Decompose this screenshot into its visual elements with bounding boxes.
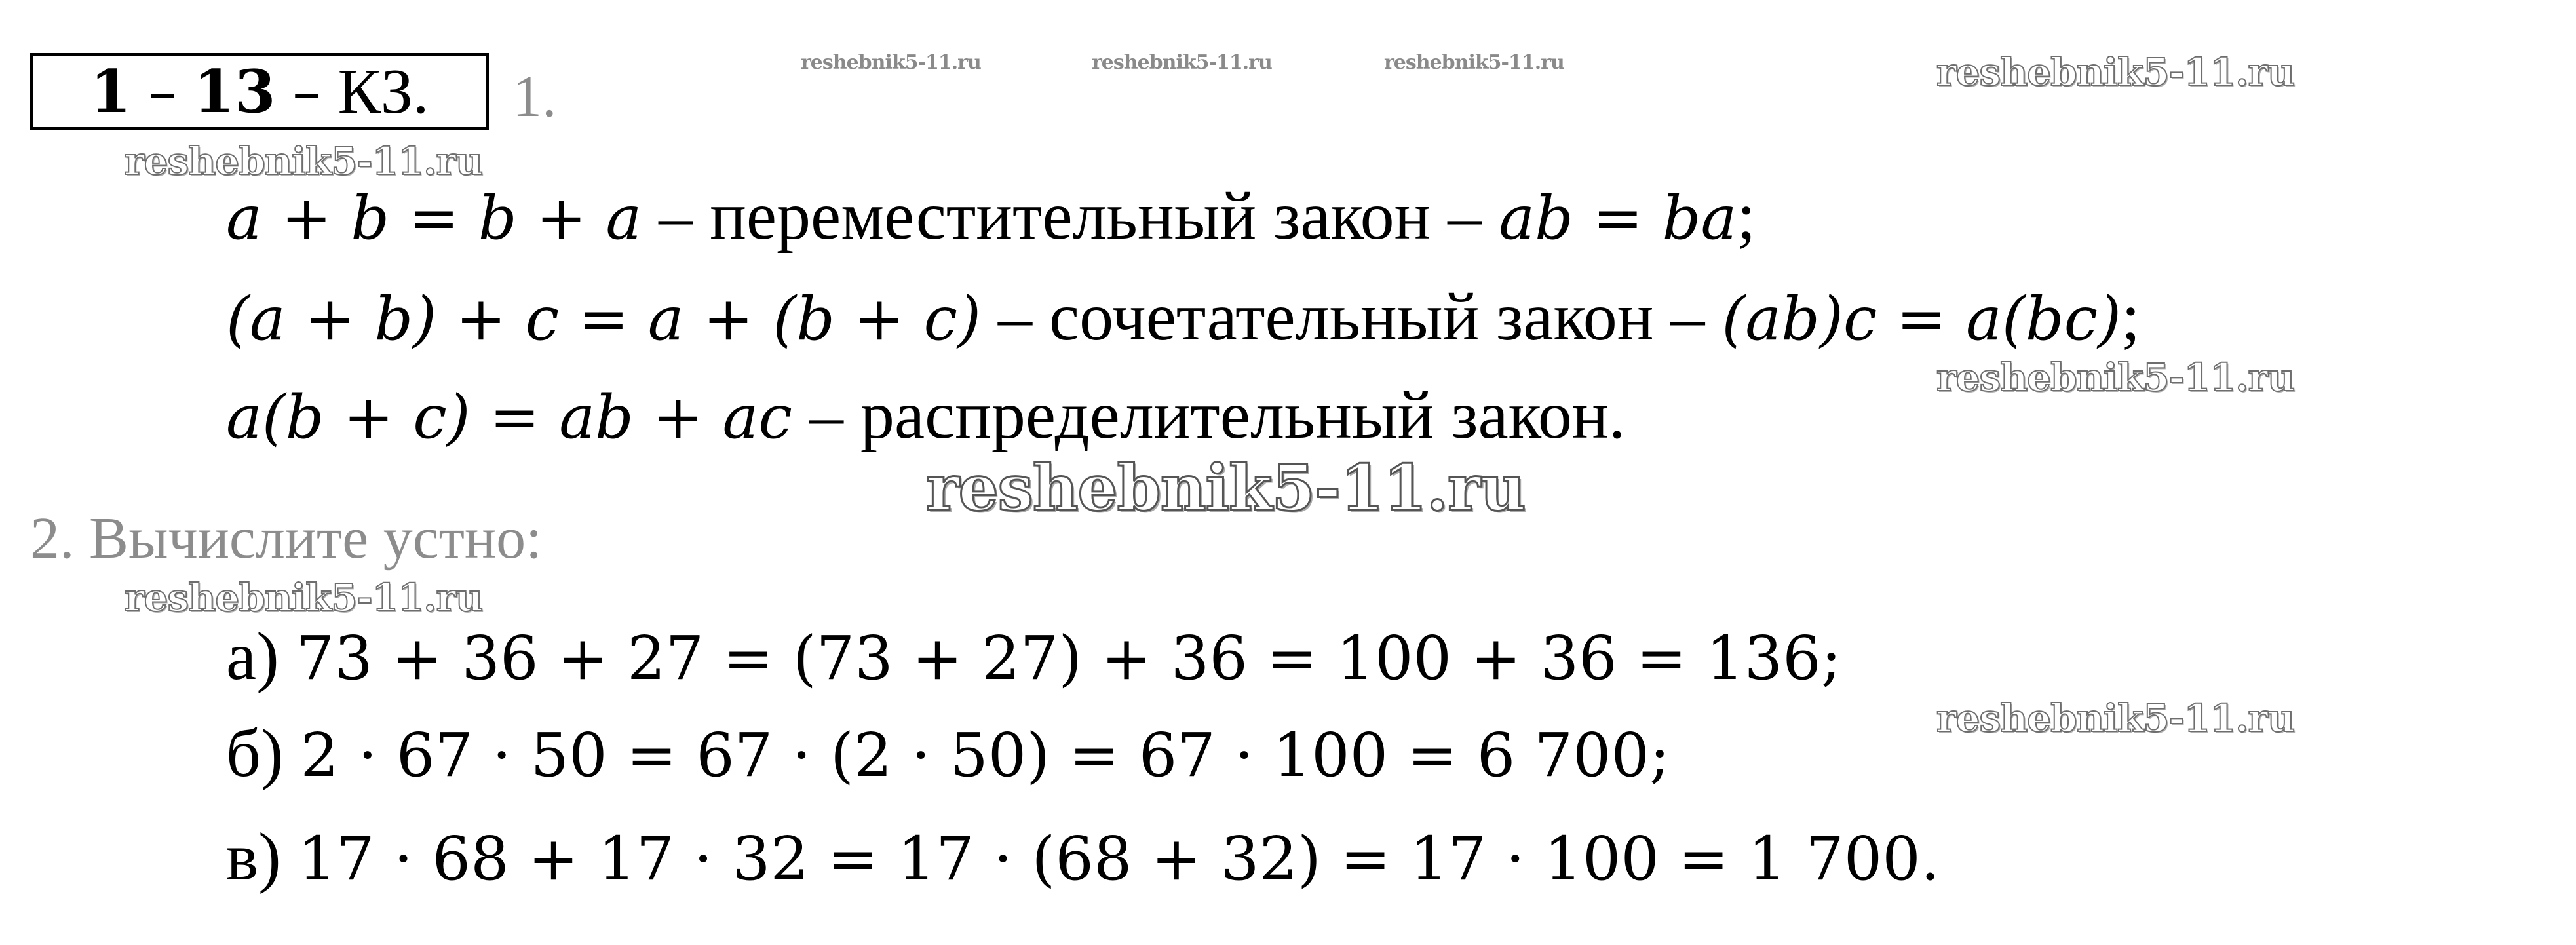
watermark: reshebnik5-11.ru [801,51,981,74]
watermark: reshebnik5-11.ru [926,451,1526,525]
law-separator: – [642,178,710,254]
law-distributive [226,377,1626,453]
law-separator: – [1653,279,1722,355]
watermark: reshebnik5-11.ru [125,139,483,183]
law-name: распределительный закон. [860,377,1626,453]
law-name: переместительный закон [710,178,1431,254]
calc-item-expression: 2 · 67 · 50 = 67 · (2 · 50) = 67 · 100 = 6 700; [300,720,1670,790]
calc-item-label: в) [226,819,281,895]
law-formula-right: (ab)c = a(bc) [1721,284,2122,354]
law-commutative [226,178,1756,254]
watermark: reshebnik5-11.ru [1936,355,2295,400]
law-associative [226,279,2140,355]
law-formula-left: (a + b) + c = a + (b + c) [226,284,981,354]
calc-item-label: б) [226,716,284,791]
law-name: сочетательный закон [1048,279,1654,355]
law-separator: – [1431,178,1499,254]
law-formula-right: ab = ba [1499,183,1737,253]
badge-dash-b: – [292,59,321,125]
badge-number-b: 13 [193,57,276,126]
calc-item [226,819,1940,895]
calc-item-expression: 17 · 68 + 17 · 32 = 17 · (68 + 32) = 17 · 100 = 1 700. [298,824,1940,894]
watermark: reshebnik5-11.ru [1936,696,2295,741]
watermark: reshebnik5-11.ru [1384,51,1564,74]
task-number-badge [30,53,489,130]
law-end: ; [1737,178,1756,254]
law-end: ; [2121,279,2140,355]
question-2-title: 2. Вычислите устно: [30,506,543,571]
question-1-marker: 1. [512,64,557,129]
law-separator: – [980,279,1049,355]
watermark: reshebnik5-11.ru [1936,50,2295,94]
law-separator: – [792,377,860,453]
calc-item-label: а) [226,619,279,694]
law-formula-left: a + b = b + a [226,183,642,253]
law-formula-left: a(b + c) = ab + ac [226,382,792,452]
badge-number-a: 1 [90,57,132,126]
badge-code: КЗ. [337,56,429,127]
watermark: reshebnik5-11.ru [1092,51,1272,74]
calc-item [226,619,1841,694]
watermark: reshebnik5-11.ru [125,575,483,620]
calc-item-expression: 73 + 36 + 27 = (73 + 27) + 36 = 100 + 36 = 136; [296,623,1841,693]
badge-dash-a: – [148,59,177,125]
calc-item [226,716,1670,791]
